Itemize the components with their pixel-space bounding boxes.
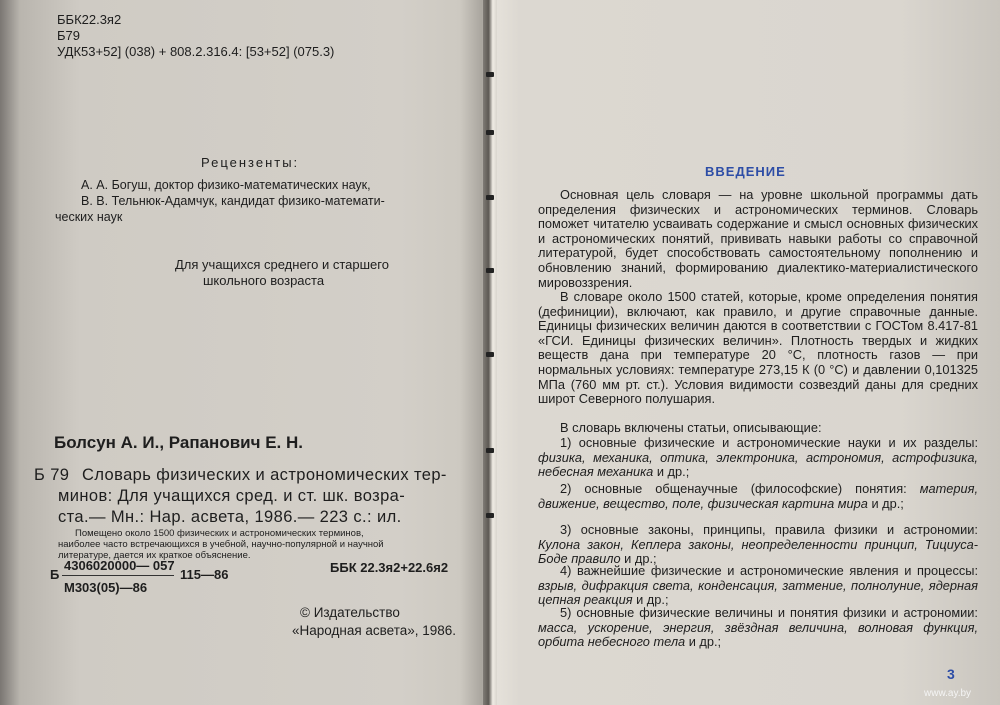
list-item-tail: и др.;	[685, 634, 722, 650]
reviewer-line: В. В. Тельнюк-Адамчук, кандидат физико-математи-	[81, 194, 385, 208]
list-item-tail: и др.;	[867, 495, 904, 511]
code-numerator: 4306020000— 057	[64, 558, 175, 573]
watermark: www.ay.by	[924, 688, 972, 699]
list-item-examples: масса, ускорение, энергия, звёздная величина, волновая функция, орбита небесного тела	[538, 619, 978, 650]
bib-line: Словарь физических и астрономических тер-	[82, 466, 447, 484]
bib-code: Б 79	[34, 466, 70, 484]
list-item-lead: 5) основные физические величины и понятия физики и астрономии:	[560, 605, 978, 620]
audience-line: Для учащихся среднего и старшего	[175, 257, 389, 272]
left-page	[0, 0, 487, 705]
annotation-line: наиболее часто встречающихся в учебной, научно-популярной и научной	[58, 539, 384, 550]
library-code-line: ББК22.3я2	[57, 12, 122, 27]
list-item-tail: и др.;	[620, 551, 657, 567]
list-item	[538, 606, 978, 650]
list-item-lead: 1) основные физические и астрономические науки и их разделы:	[560, 435, 978, 450]
copyright-line: © Издательство	[300, 605, 400, 620]
list-item-tail: и др.;	[653, 464, 690, 480]
intro-paragraph: В словарь включены статьи, описывающие:	[560, 420, 822, 435]
list-item-examples: материя, движение, вещество, поле, физическая картина мира	[538, 481, 978, 511]
list-item-examples: взрыв, дифракция света, конденсация, затмение, полнолуние, ядерная цепная реакция	[538, 577, 978, 608]
bib-line: минов: Для учащихся сред. и ст. шк. возра-	[58, 487, 406, 505]
intro-paragraph: Основная цель словаря — на уровне школьной программы дать определения физических и астрономических терминов. Словарь поможет читателю усваивать содержание и смысл основных физических и астрономических понятий, прививать навыки работы со справочной литературой, будет способствовать самостоятельному пополнению и обновлению знаний, формированию диалектико-материалистического мировоззрения.	[538, 187, 978, 290]
code-letter: Б	[50, 567, 60, 582]
bib-line: ста.— Мн.: Нар. асвета, 1986.— 223 с.: ил.	[58, 508, 402, 526]
copyright-line: «Народная асвета», 1986.	[292, 623, 457, 638]
audience-line: школьного возраста	[203, 273, 325, 288]
reviewer-line: ческих наук	[55, 210, 123, 224]
list-item	[538, 523, 978, 567]
list-item-lead: 3) основные законы, принципы, правила физики и астрономии:	[560, 522, 978, 537]
reviewers-title: Рецензенты:	[201, 155, 300, 170]
library-codes	[57, 12, 334, 60]
authors: Болсун А. И., Рапанович Е. Н.	[54, 433, 303, 452]
list-item-tail: и др.;	[632, 592, 669, 608]
list-item-lead: 4) важнейшие физические и астрономические явления и процессы:	[560, 563, 978, 578]
list-item-lead: 2) основные общенаучные (философские) понятия:	[560, 481, 920, 496]
introduction-heading: ВВЕДЕНИЕ	[705, 164, 786, 179]
fraction-line	[62, 575, 174, 576]
code-tail: 115—86	[180, 567, 229, 582]
library-code-line: УДК53+52] (038) + 808.2.316.4: [53+52] (075.3)	[57, 44, 335, 59]
library-code-line: Б79	[57, 28, 80, 43]
list-item	[538, 564, 978, 608]
annotation-line: литературе, дается их краткое объяснение.	[58, 550, 251, 561]
intro-paragraph: В словаре около 1500 статей, которые, кроме определения понятия (дефиниции), включают, как правило, и другие справочные данные. Единицы физических величин даются в соответствии с ГОСТом 8.417-81 «ГСИ. Единицы физических величин». Плотность твердых и жидких веществ дана при температуре 20 °С, плотность газов — при нормальных условиях: температуре 273,15 К (0 °С) и давлении 0,101325 МПа (760 мм рт. ст.). Условия видимости созвездий даны для средних широт Северного полушария.	[538, 289, 978, 407]
list-item	[538, 482, 978, 511]
annotation-line: Помещено около 1500 физических и астрономических терминов,	[75, 528, 364, 539]
reviewer-line: А. А. Богуш, доктор физико-математических наук,	[81, 178, 371, 192]
bbk-code: ББК 22.3я2+22.6я2	[330, 560, 449, 575]
list-item-examples: Кулона закон, Кеплера законы, неопределенности принцип, Тициуса-Боде правило	[538, 536, 978, 567]
code-denominator: М303(05)—86	[64, 580, 148, 595]
page-number: 3	[947, 666, 955, 682]
list-item-examples: физика, механика, оптика, электроника, астрономия, астрофизика, небесная механика	[538, 449, 978, 480]
list-item	[538, 436, 978, 480]
